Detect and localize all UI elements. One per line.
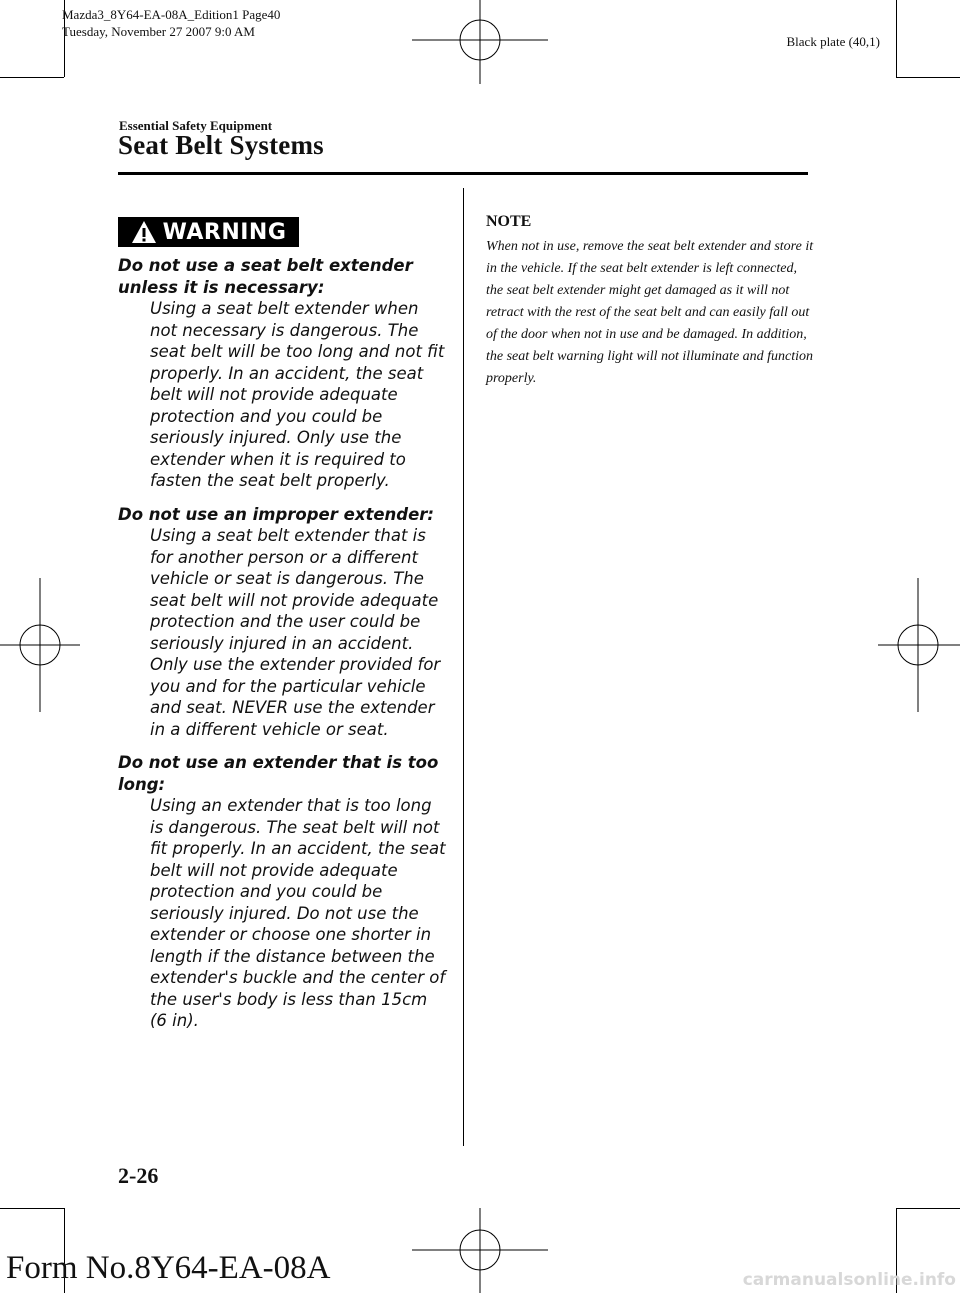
section-label: Essential Safety Equipment [119, 118, 273, 133]
crop-mark [0, 77, 64, 78]
note-body: When not in use, remove the seat belt extender and store it in the vehicle. If the seat belt extender is left connected, the seat belt extender might get damaged as it will not retract with the rest of the seat belt and can easily fall out of the door when not in use and be damaged. In addition, the seat belt warning light will not illuminate and function properly. [486, 239, 814, 386]
registration-mark-icon [878, 578, 960, 712]
crop-mark [896, 1208, 960, 1209]
warning-item-text: Using an extender that is too long is dangerous. The seat belt will not fit properly. In an accident, the seat belt will not provide adequate protection and you could be seriously injured. Do not use the extender or choose one shorter in length if the distance between the extender's buckle and the center of the user's body is less than 15cm (6 in). [150, 796, 446, 1030]
warning-item-text: Using a seat belt extender when not necessary is dangerous. The seat belt will be too long and not fit properly. In an accident, the seat belt will not provide adequate protection and you could be seriously injured. Only use the extender when it is required to fasten the seat belt properly. [150, 299, 445, 490]
warning-item-heading: Do not use an extender that is too long: [118, 753, 439, 794]
warning-banner [118, 217, 299, 247]
watermark: carmanualsonline.info [742, 1270, 956, 1290]
warning-item-heading: Do not use a seat belt extender unless it is necessary: [118, 256, 413, 297]
print-metadata [62, 6, 280, 40]
page-title: Seat Belt Systems [118, 130, 324, 160]
title-rule [118, 172, 808, 175]
warning-item [118, 504, 448, 741]
registration-mark-icon [412, 0, 548, 84]
plate-label: Black plate (40,1) [786, 34, 880, 49]
print-meta-line: Tuesday, November 27 2007 9:0 AM [62, 24, 255, 39]
warning-label: WARNING [162, 219, 287, 245]
exclamation-warning-icon [131, 220, 157, 244]
crop-mark [896, 0, 897, 77]
column-divider [463, 188, 464, 1146]
page-number: 2-26 [118, 1163, 159, 1188]
registration-mark-icon [0, 578, 80, 712]
note-title: NOTE [486, 213, 532, 230]
warning-body [118, 255, 448, 1044]
warning-item [118, 752, 448, 1032]
print-meta-line: Mazda3_8Y64-EA-08A_Edition1 Page40 [62, 7, 281, 22]
crop-mark [896, 77, 960, 78]
warning-item-text: Using a seat belt extender that is for another person or a different vehicle or seat is dangerous. The seat belt will not provide adequate protection and the user could be seriously injured in an accident. Only use the extender provided for you and for the particular vehicle and seat. NEVER use the extender in a different vehicle or seat. [150, 526, 441, 739]
registration-mark-icon [412, 1208, 548, 1293]
warning-item [118, 255, 448, 492]
crop-mark [0, 1208, 64, 1209]
warning-item-heading: Do not use an improper extender: [118, 504, 435, 524]
form-number: Form No.8Y64-EA-08A [6, 1250, 331, 1286]
